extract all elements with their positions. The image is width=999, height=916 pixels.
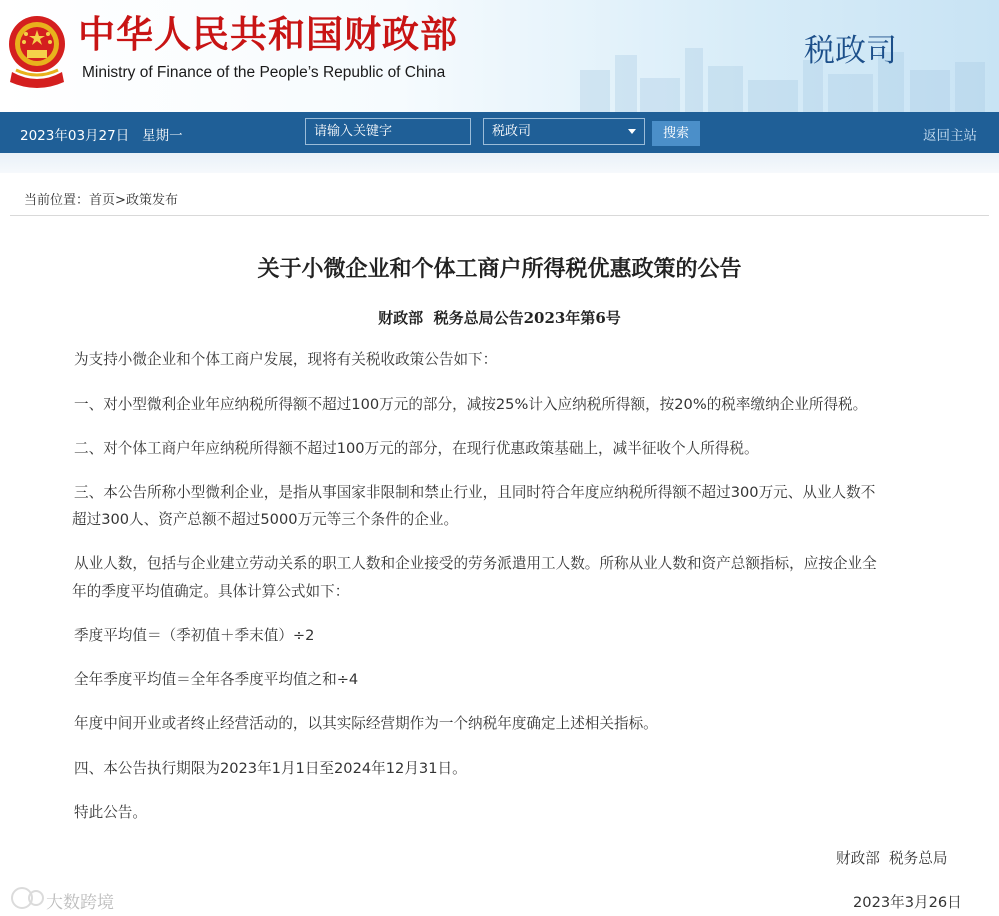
breadcrumb [24, 189, 178, 208]
document-number: 财政部 税务总局公告2023年第6号 [378, 309, 621, 327]
return-home-link[interactable]: 返回主站 [923, 128, 977, 144]
building-skyline-graphic [520, 0, 999, 112]
search-input[interactable] [305, 118, 471, 145]
formula-annual-average: 全年季度平均值＝全年各季度平均值之和÷4 [74, 671, 359, 688]
paragraph-intro: 为支持小微企业和个体工商户发展，现将有关税收政策公告如下： [74, 351, 498, 368]
paragraph-item-3-line-2: 超过300人、资产总额不超过5000万元等三个条件的企业。 [72, 511, 459, 528]
department-select-value: 税政司 [492, 124, 532, 139]
signature-date: 2023年3月26日 [853, 894, 962, 911]
paragraph-item-1: 一、对小型微利企业年应纳税所得额不超过100万元的部分，减按25%计入应纳税所得额，按20%的税率缴纳企业所得税。 [74, 396, 868, 413]
current-date: 2023年03月27日 星期一 [20, 128, 183, 144]
watermark-text: 大数跨境 [46, 893, 114, 913]
breadcrumb-section-link[interactable]: 政策发布 [125, 193, 178, 208]
formula-quarterly-average: 季度平均值＝（季初值＋季末值）÷2 [74, 627, 315, 644]
paragraph-mid-year: 年度中间开业或者终止经营活动的，以其实际经营期作为一个纳税年度确定上述相关指标。 [74, 715, 658, 732]
site-header [0, 0, 999, 112]
department-name: 税政司 [804, 33, 897, 69]
paragraph-headcount-line-1: 从业人数，包括与企业建立劳动关系的职工人数和企业接受的劳务派遣用工人数。所称从业人数和资产总额指标，应按企业全 [74, 555, 877, 572]
article-title: 关于小微企业和个体工商户所得税优惠政策的公告 [257, 257, 742, 282]
paragraph-item-3-line-1: 三、本公告所称小型微利企业，是指从事国家非限制和禁止行业，且同时符合年度应纳税所得额不超过300万元、从业人数不 [74, 484, 876, 501]
department-select[interactable] [483, 118, 645, 145]
site-title-english: Ministry of Finance of the People’s Republic of China [82, 64, 446, 81]
header-band [0, 153, 999, 173]
paragraph-headcount-line-2: 年的季度平均值确定。具体计算公式如下： [72, 583, 350, 600]
breadcrumb-separator: > [115, 193, 126, 208]
navigation-bar [0, 112, 999, 153]
search-button[interactable]: 搜索 [652, 121, 700, 146]
paragraph-item-4: 四、本公告执行期限为2023年1月1日至2024年12月31日。 [74, 760, 467, 777]
site-title-chinese: 中华人民共和国财政部 [78, 13, 458, 56]
paragraph-item-2: 二、对个体工商户年应纳税所得额不超过100万元的部分，在现行优惠政策基础上，减半征收个人所得税。 [74, 440, 759, 457]
breadcrumb-prefix: 当前位置： [24, 193, 90, 208]
chevron-down-icon [628, 129, 636, 134]
paragraph-closing: 特此公告。 [74, 804, 147, 821]
national-emblem-icon [6, 10, 68, 90]
breadcrumb-home-link[interactable]: 首页 [89, 193, 116, 208]
divider [10, 215, 989, 216]
signature-organization: 财政部 税务总局 [836, 850, 948, 867]
